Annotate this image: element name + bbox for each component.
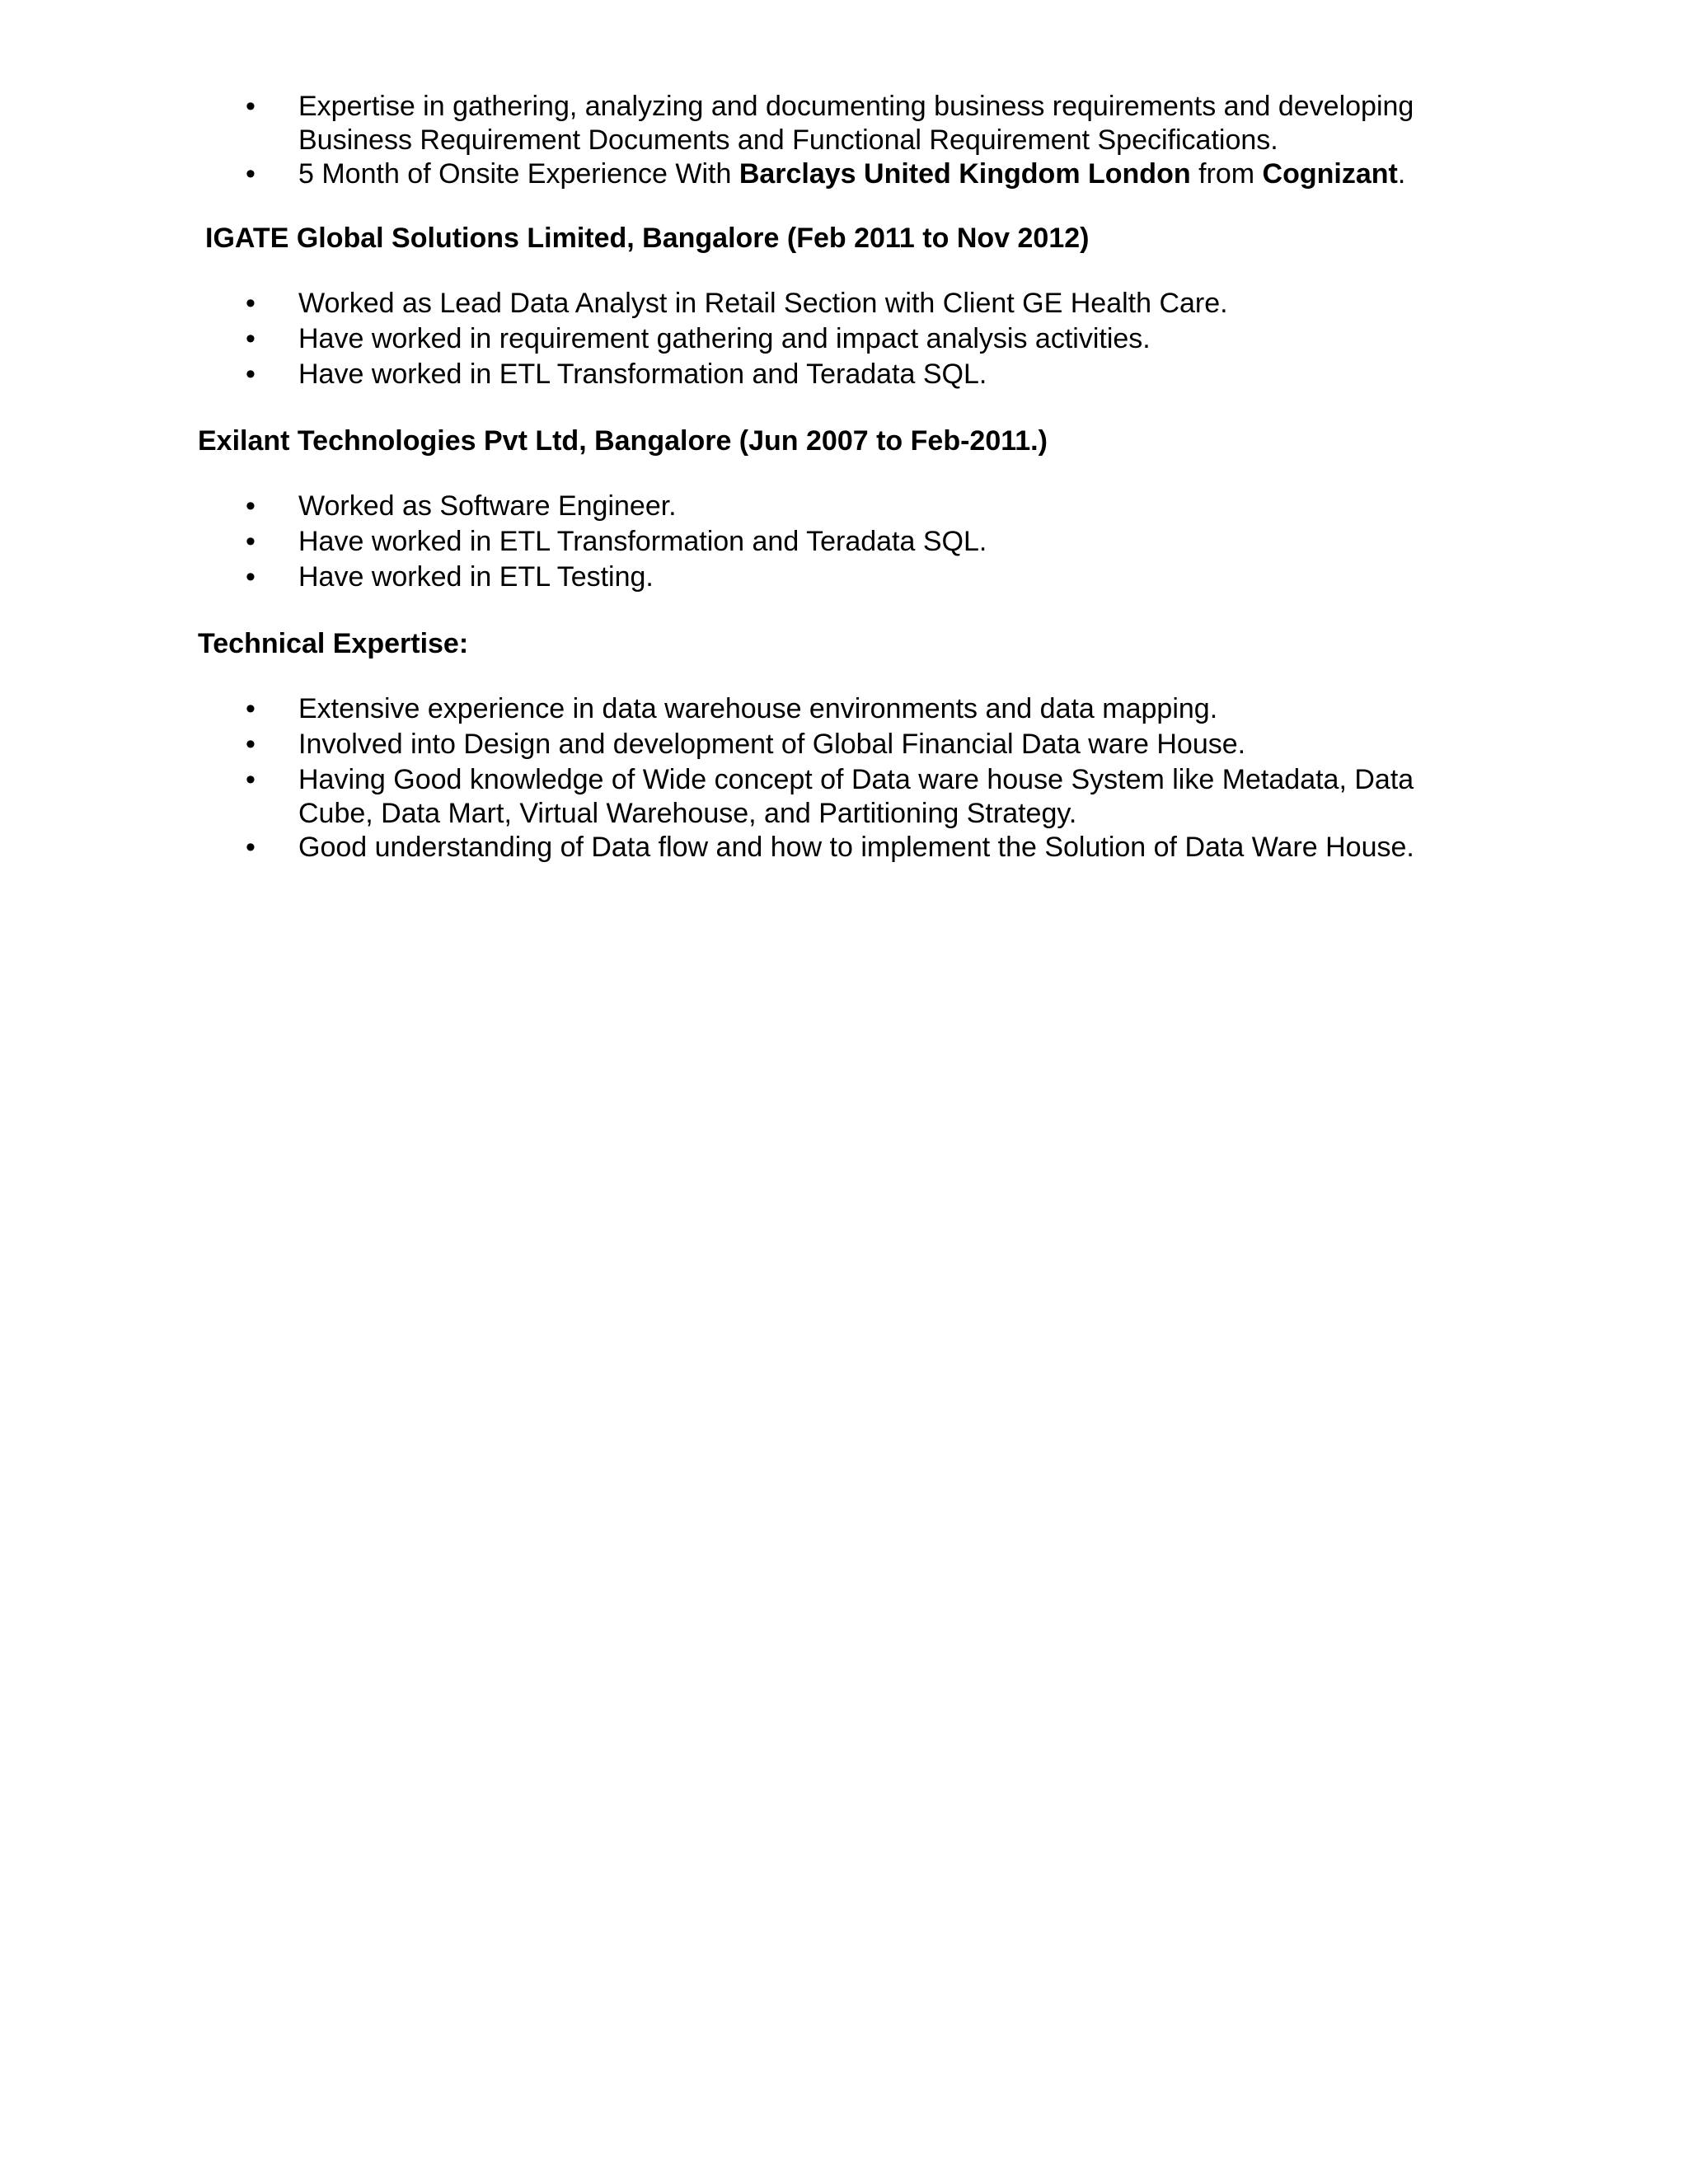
list-item: • Have worked in ETL Transformation and Teradata SQL. — [0, 358, 1493, 391]
onsite-suffix: . — [1397, 158, 1406, 190]
list-item: • Worked as Software Engineer. — [0, 490, 1493, 523]
list-item: • Having Good knowledge of Wide concept of Data ware house System like Metadata, Data Cube, Data Mart, Virtual Warehouse, and Partitioning Strategy. — [0, 763, 1493, 831]
intro-bullet-list — [0, 90, 1493, 191]
onsite-prefix: 5 Month of Onsite Experience With — [298, 158, 739, 190]
section-heading-igate: IGATE Global Solutions Limited, Bangalore (Feb 2011 to Nov 2012) — [205, 223, 1090, 254]
onsite-middle: from — [1190, 158, 1263, 190]
igate-bullet-list — [0, 287, 1493, 391]
onsite-client: Barclays United Kingdom London — [738, 158, 1191, 190]
section-heading-exilant: Exilant Technologies Pvt Ltd, Bangalore (Jun 2007 to Feb-2011.) — [198, 425, 1048, 457]
exilant-bullet-list — [0, 490, 1493, 594]
list-item: • Expertise in gathering, analyzing and documenting business requirements and developing Business Requirement Documents and Functional Requirement Specifications. — [0, 90, 1493, 157]
list-item: • Good understanding of Data flow and how to implement the Solution of Data Ware House. — [0, 831, 1493, 865]
list-item: • Have worked in ETL Transformation and Teradata SQL. — [0, 525, 1493, 559]
list-item: • Worked as Lead Data Analyst in Retail Section with Client GE Health Care. — [0, 287, 1493, 321]
list-item: • Have worked in requirement gathering and impact analysis activities. — [0, 322, 1493, 356]
list-item — [0, 157, 1493, 191]
list-item: • Extensive experience in data warehouse environments and data mapping. — [0, 692, 1493, 726]
onsite-employer: Cognizant — [1262, 158, 1398, 190]
technical-expertise-bullet-list — [0, 692, 1493, 865]
list-item: • Have worked in ETL Testing. — [0, 560, 1493, 594]
list-item: • Involved into Design and development of Global Financial Data ware House. — [0, 728, 1493, 762]
section-heading-technical-expertise: Technical Expertise: — [198, 628, 469, 659]
